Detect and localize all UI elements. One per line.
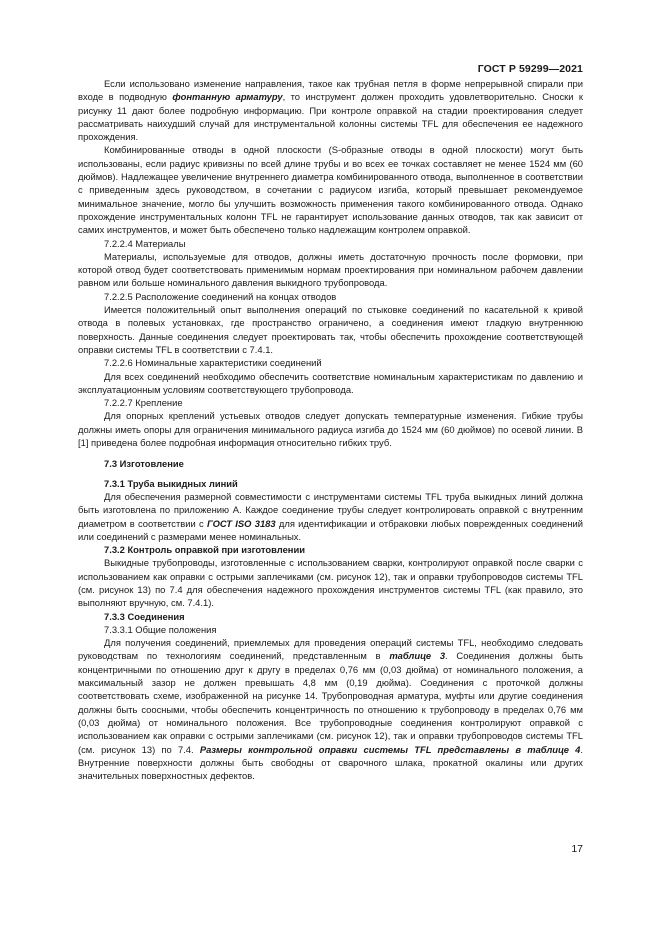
paragraph: Для опорных креплений устьевых отводов следует допускать температурные изменения. Гибкие трубы должны иметь опоры для ограничения минимального радиуса изгиба до 1524 мм (60 дюймов) по осевой линии. В [1] приведена более подробная информация относительно гибких труб. (78, 410, 583, 449)
section-heading-bold: 7.3.3 Соединения (104, 610, 185, 622)
text: Если использовано изменение направления, такое как трубная петля в форме непрерывной спирали при входе в подводную (78, 78, 583, 103)
table-ref: таблице 3 (389, 650, 446, 662)
text: Для обеспечения размерной совместимости с инструментами системы TFL труба выкидных линий должна быть изготовлена по приложению А. Каждое соединение трубы следует контролировать оправкой с внутренним диаметром в соответствии с (78, 490, 583, 529)
text: для идентификации и отбраковки любых поврежденных соединений или соединений с размерами менее номинальных. (78, 517, 583, 542)
term-emphasis: фонтанную арматуру (172, 91, 283, 103)
document-code: ГОСТ Р 59299—2021 (477, 63, 583, 75)
paragraph: Имеется положительный опыт выполнения операций по стыковке соединений по касательной к кривой отвода в полевых установках, где пространство ограничено, а соединения имеют гладкую внутреннюю поверхность. Данные соединения следует проектировать так, чтобы обеспечить прохождение соответствующей оправки системы TFL в соответствии с 7.4.1. (78, 304, 583, 355)
paragraph: Комбинированные отводы в одной плоскости (S-образные отводы в одной плоскости) могут быть использованы, если радиус кривизны по всей длине трубы и во всех ее точках составляет не менее 1524 мм (60 дюймов). Надлежащее увеличение внутреннего диаметра комбинированного отвода, выполненное в соответствии с приведенным здесь руководством, в сочетании с радиусом изгиба, который превышает рекомендуемое минимальное значение, могло бы улучшить возможность применения такого комбинированного отвода. Однако прохождение инструментальных колонн TFL не гарантирует использование данных отводов, так как зависит от самих инструментов, и может быть обеспечено только надлежащим контролем оправкой. (78, 144, 583, 236)
text: . Внутренние поверхности должны быть свободны от сварочного шлака, прокатной окалины или других значительных поверхностных дефектов. (78, 743, 583, 782)
standard-ref: ГОСТ ISO 3183 (206, 517, 276, 529)
section-heading: 7.2.2.6 Номинальные характеристики соединений (104, 357, 322, 369)
section-heading-bold: 7.3.1 Труба выкидных линий (104, 477, 238, 489)
section-heading: 7.2.2.4 Материалы (104, 237, 186, 249)
paragraph: Выкидные трубопроводы, изготовленные с использованием сварки, контролируют оправкой после сварки с использованием как оправки с острыми заплечиками (см. рисунок 12), так и оправки трубопроводов системы TFL (см. рисунок 13) по 7.4 для обеспечения надежного прохождения инструментов системы TFL (как правило, это выполняют вручную, см. 7.4.1). (78, 557, 583, 609)
paragraph (78, 490, 583, 543)
page-body (78, 77, 583, 782)
paragraph: Материалы, используемые для отводов, должны иметь достаточную прочность после формовки, при которой отвод будет соответствовать применимым нормам проектирования при номинальном рабочем давлении равном или больше номинального давления выкидного трубопровода. (78, 250, 583, 289)
text: Для получения соединений, приемлемых для проведения операций системы TFL, необходимо следовать руководствам по технологиям соединений, представленным в (78, 637, 583, 662)
text: , то инструмент должен проходить удовлетворительно. Сноски к рисунку 11 дают более подробную информацию. При контроле оправкой на стадии проектирования следует рассматривать наихудший случай для инструментальной колонны системы TFL для обеспечения ее надежного прохождения. (78, 91, 584, 143)
emphasis: Размеры контрольной оправки системы TFL представлены в таблице 4 (199, 743, 581, 755)
paragraph (78, 77, 583, 143)
section-heading: 7.2.2.5 Расположение соединений на концах отводов (104, 290, 337, 302)
section-heading-bold: 7.3.2 Контроль оправкой при изготовлении (104, 544, 305, 556)
paragraph: Для всех соединений необходимо обеспечить соответствие номинальным характеристикам по давлению и эксплуатационным условиям соответствующего трубопровода. (78, 370, 583, 395)
section-heading-bold: 7.3 Изготовление (104, 458, 184, 470)
paragraph (78, 636, 583, 782)
section-heading: 7.2.2.7 Крепление (104, 397, 183, 409)
text: . Соединения должны быть концентричными по отношению друг к другу в пределах 0,76 мм (0,03 дюйма) от номинального положения, а максимальный зазор не должен превышать 4,8 мм (0,19 дюйма). Соединения с проточкой должны соответствовать схеме, изображенной на рисунке 14. Трубопроводная арматура, муфты или другие соединения должны быть соосными, чтобы обеспечить концентричность по отношению к трубопроводу в пределах 0,76 мм (0,03 дюйма) от номинального положения. Все трубопроводные соединения контролируют оправкой с использованием как оправки с острыми заплечиками (см. рисунок 12), так и оправки трубопроводов системы TFL (см. рисунок 13) по 7.4. (78, 650, 583, 755)
page-number: 17 (571, 843, 583, 855)
section-heading: 7.3.3.1 Общие положения (104, 623, 217, 635)
